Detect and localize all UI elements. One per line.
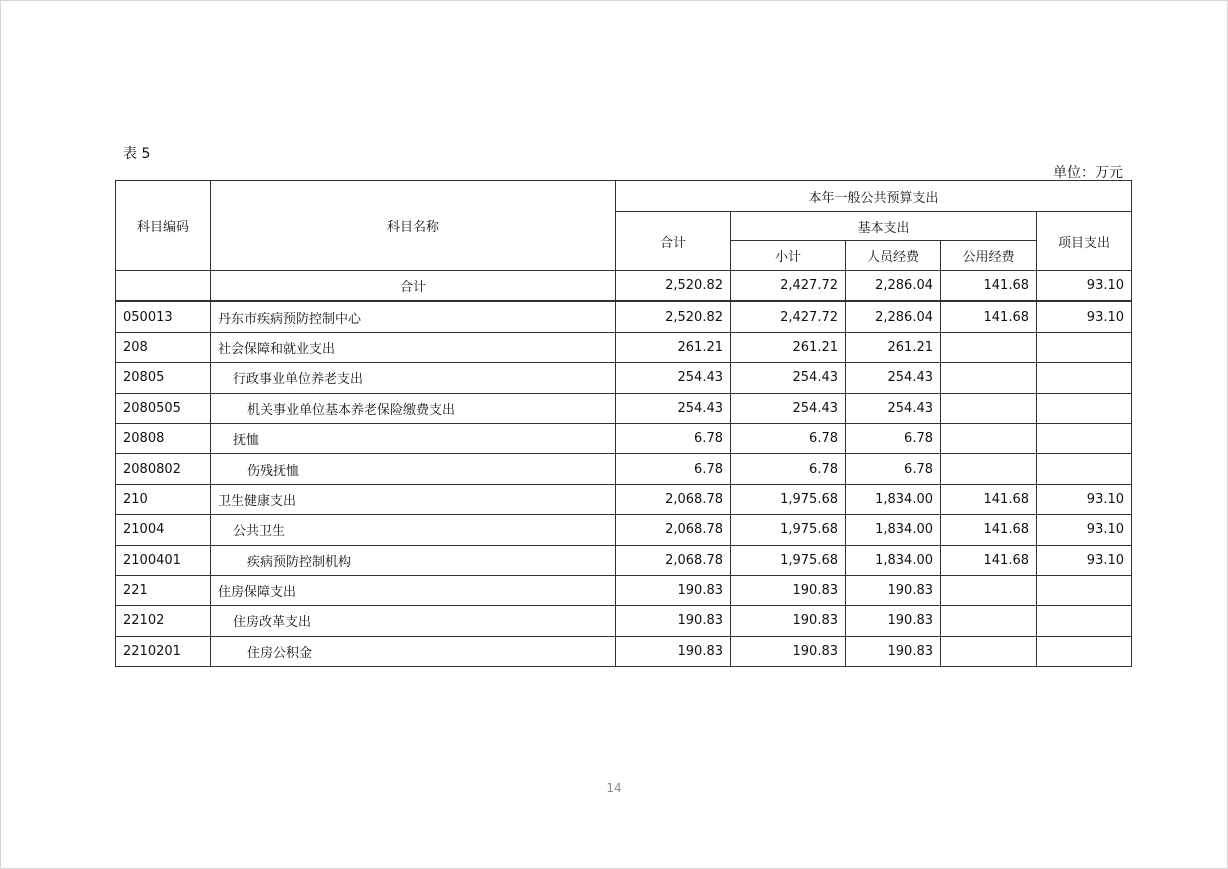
table-row [116,545,1132,575]
row-personnel: 190.83 [846,606,941,636]
row-code: 050013 [116,301,211,332]
row-subtotal: 254.43 [731,393,846,423]
row-total: 190.83 [616,575,731,605]
row-code: 21004 [116,515,211,545]
row-subtotal: 6.78 [731,423,846,453]
row-public [941,606,1037,636]
row-name: 住房保障支出 [211,575,616,605]
row-total: 2,068.78 [616,515,731,545]
header-subtotal: 小计 [731,241,846,271]
row-name: 丹东市疾病预防控制中心 [211,301,616,332]
row-name: 住房公积金 [211,636,616,666]
row-subtotal: 2,427.72 [731,301,846,332]
row-personnel: 190.83 [846,636,941,666]
row-subtotal: 261.21 [731,332,846,362]
table-row [116,636,1132,666]
row-public: 141.68 [941,515,1037,545]
unit-label: 单位：万元 [1053,165,1123,181]
row-total: 2,068.78 [616,545,731,575]
row-name: 抚恤 [211,423,616,453]
table-label: 表 5 [123,146,151,162]
row-public: 141.68 [941,484,1037,514]
page-number: 14 [606,781,622,795]
table-row [116,393,1132,423]
row-total: 190.83 [616,606,731,636]
row-code: 2080505 [116,393,211,423]
total-row [116,271,1132,302]
row-subtotal: 190.83 [731,606,846,636]
total-label: 合计 [211,271,616,302]
row-name: 伤残抚恤 [211,454,616,484]
row-personnel: 261.21 [846,332,941,362]
row-name: 卫生健康支出 [211,484,616,514]
row-name: 住房改革支出 [211,606,616,636]
header-project: 项目支出 [1037,212,1132,271]
row-project [1037,575,1132,605]
row-subtotal: 190.83 [731,575,846,605]
row-personnel: 254.43 [846,363,941,393]
row-personnel: 1,834.00 [846,484,941,514]
header-public: 公用经费 [941,241,1037,271]
table-row [116,454,1132,484]
row-total: 254.43 [616,363,731,393]
row-name: 社会保障和就业支出 [211,332,616,362]
row-project [1037,454,1132,484]
row-project [1037,636,1132,666]
row-project [1037,393,1132,423]
row-code: 20808 [116,423,211,453]
row-code: 20805 [116,363,211,393]
table-row [116,332,1132,362]
row-code: 2210201 [116,636,211,666]
row-total: 6.78 [616,454,731,484]
table-row [116,606,1132,636]
header-code: 科目编码 [116,181,211,271]
table-row [116,484,1132,514]
row-subtotal: 254.43 [731,363,846,393]
row-public [941,454,1037,484]
total-subtotal: 2,427.72 [731,271,846,302]
header-personnel: 人员经费 [846,241,941,271]
row-code: 2100401 [116,545,211,575]
row-total: 6.78 [616,423,731,453]
row-public [941,393,1037,423]
row-subtotal: 1,975.68 [731,484,846,514]
row-subtotal: 6.78 [731,454,846,484]
row-code: 221 [116,575,211,605]
row-subtotal: 190.83 [731,636,846,666]
row-project [1037,423,1132,453]
row-subtotal: 1,975.68 [731,545,846,575]
total-personnel: 2,286.04 [846,271,941,302]
header-basic: 基本支出 [731,212,1037,241]
budget-table [115,180,1132,667]
row-name: 机关事业单位基本养老保险缴费支出 [211,393,616,423]
total-public: 141.68 [941,271,1037,302]
row-name: 疾病预防控制机构 [211,545,616,575]
row-total: 2,068.78 [616,484,731,514]
row-total: 190.83 [616,636,731,666]
row-personnel: 254.43 [846,393,941,423]
row-project: 93.10 [1037,515,1132,545]
total-total: 2,520.82 [616,271,731,302]
header-group: 本年一般公共预算支出 [616,181,1132,212]
row-public [941,575,1037,605]
table-row [116,301,1132,332]
row-project: 93.10 [1037,301,1132,332]
row-code: 2080802 [116,454,211,484]
total-code-cell [116,271,211,302]
row-personnel: 6.78 [846,454,941,484]
row-personnel: 2,286.04 [846,301,941,332]
table-row [116,363,1132,393]
row-public: 141.68 [941,301,1037,332]
row-personnel: 1,834.00 [846,545,941,575]
row-public [941,636,1037,666]
row-subtotal: 1,975.68 [731,515,846,545]
table-row [116,515,1132,545]
row-public [941,332,1037,362]
table-row [116,423,1132,453]
row-project [1037,363,1132,393]
row-personnel: 6.78 [846,423,941,453]
row-project [1037,332,1132,362]
row-project [1037,606,1132,636]
row-name: 公共卫生 [211,515,616,545]
total-project: 93.10 [1037,271,1132,302]
row-total: 254.43 [616,393,731,423]
row-total: 2,520.82 [616,301,731,332]
table-row [116,575,1132,605]
row-code: 22102 [116,606,211,636]
row-code: 208 [116,332,211,362]
row-project: 93.10 [1037,545,1132,575]
row-public: 141.68 [941,545,1037,575]
header-total: 合计 [616,212,731,271]
row-project: 93.10 [1037,484,1132,514]
row-public [941,423,1037,453]
row-name: 行政事业单位养老支出 [211,363,616,393]
header-name: 科目名称 [211,181,616,271]
row-code: 210 [116,484,211,514]
row-total: 261.21 [616,332,731,362]
row-public [941,363,1037,393]
row-personnel: 1,834.00 [846,515,941,545]
row-personnel: 190.83 [846,575,941,605]
